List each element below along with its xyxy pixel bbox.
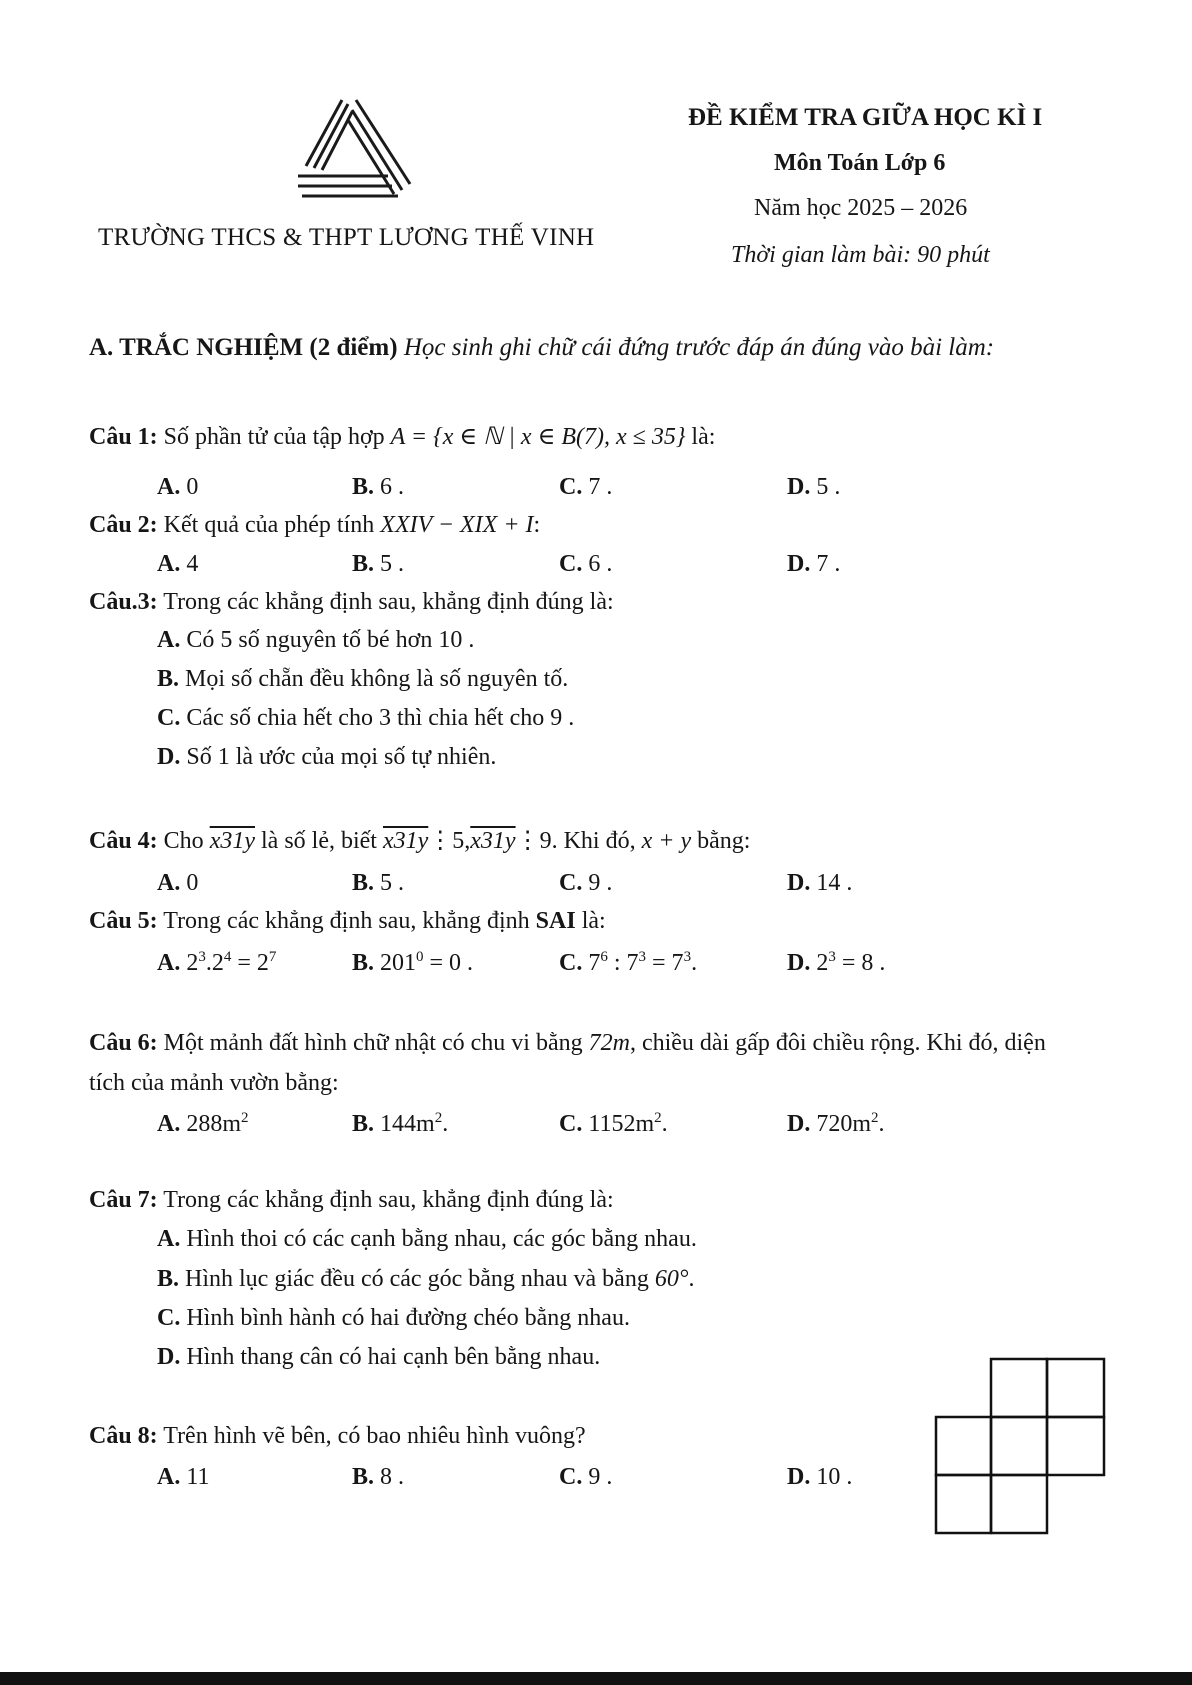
q4-option-a: A. 0: [157, 870, 199, 896]
question-2-text-end: :: [533, 512, 541, 538]
question-6: Câu 6: Một mảnh đất hình chữ nhật có chu vi bằng 72m, chiều dài gấp đôi chiều rộng. Khi đó, diện: [89, 1030, 1046, 1056]
exam-duration: Thời gian làm bài: 90 phút: [731, 242, 990, 268]
question-7-label: Câu 7:: [89, 1187, 158, 1213]
question-2-math: XXIV − XIX + I: [380, 512, 534, 538]
question-8: Câu 8: Trên hình vẽ bên, có bao nhiêu hình vuông?: [89, 1423, 586, 1449]
square-grid-figure: [934, 1357, 1106, 1535]
q6-option-a: A. $288m^2$: [157, 1110, 249, 1137]
school-year: Năm học 2025 – 2026: [754, 195, 968, 221]
question-1-label: Câu 1:: [89, 424, 158, 450]
question-4-label: Câu 4:: [89, 828, 158, 854]
section-a-instruction: Học sinh ghi chữ cái đứng trước đáp án đúng vào bài làm:: [403, 334, 995, 361]
q2-option-c: C. 6 .: [559, 551, 613, 577]
q2-option-d: D. 7 .: [787, 551, 841, 577]
exam-title: ĐỀ KIỂM TRA GIỮA HỌC KÌ I: [688, 104, 1043, 131]
question-3: [89, 589, 614, 616]
q7-statement-b: B. Hình lục giác đều có các góc bằng nhau và bằng 60°.: [157, 1266, 695, 1292]
q2-option-b: B. 5 .: [352, 551, 405, 577]
q8-option-b: B. 8 .: [352, 1464, 405, 1490]
q3-statement-c: C. Các số chia hết cho 3 thì chia hết cho 9 .: [157, 705, 575, 731]
q5-option-d: D. $2^3 = 8$ .: [787, 949, 886, 976]
question-5: Câu 5: Trong các khẳng định sau, khẳng định SAI là:: [89, 908, 606, 934]
q3-statement-d: D. Số 1 là ước của mọi số tự nhiên.: [157, 744, 497, 770]
question-2-text: Kết quả của phép tính: [163, 512, 375, 538]
q5-option-a: A. $2^3.2^4 = 2^7$: [157, 949, 277, 976]
question-6-line-2: tích của mảnh vườn bằng:: [89, 1070, 339, 1096]
section-a-label: A. TRẮC NGHIỆM (2 điểm): [89, 334, 398, 361]
q5-option-b: B. $201^0 = 0$ .: [352, 949, 474, 976]
q8-option-d: D. 10 .: [787, 1464, 853, 1490]
q3-statement-b: B. Mọi số chẵn đều không là số nguyên tố.: [157, 666, 569, 692]
question-1-text: Số phần tử của tập hợp: [163, 424, 385, 450]
q8-option-a: A. 11: [157, 1464, 210, 1490]
question-4: Câu 4: Cho x31y là số lẻ, biết x31y⋮5,x31y⋮9. Khi đó, x + y bằng:: [89, 828, 751, 854]
bottom-scan-border: [0, 1672, 1192, 1685]
q4-option-b: B. 5 .: [352, 870, 405, 896]
question-6-label: Câu 6:: [89, 1030, 158, 1056]
overline-number: x31y: [209, 828, 255, 854]
q6-option-c: C. $1152m^2$.: [559, 1110, 668, 1137]
question-3-text: Trong các khẳng định sau, khẳng định đúng là:: [163, 589, 614, 615]
q1-option-b: B. 6 .: [352, 474, 405, 500]
q1-option-d: D. 5 .: [787, 474, 841, 500]
q7-statement-a: A. Hình thoi có các cạnh bằng nhau, các góc bằng nhau.: [157, 1226, 697, 1252]
q1-option-a: A. 0: [157, 474, 199, 500]
question-2-label: Câu 2:: [89, 512, 158, 538]
q3-statement-a: A. Có 5 số nguyên tố bé hơn 10 .: [157, 627, 475, 653]
q1-option-c: C. 7 .: [559, 474, 613, 500]
question-1-text-end: là:: [691, 424, 716, 450]
q6-option-d: D. $720m^2$.: [787, 1110, 885, 1137]
q6-option-b: B. $144m^2$.: [352, 1110, 449, 1137]
section-a-heading: [89, 334, 994, 362]
q7-statement-c: C. Hình bình hành có hai đường chéo bằng nhau.: [157, 1305, 630, 1331]
question-7: Câu 7: Trong các khẳng định sau, khẳng định đúng là:: [89, 1187, 614, 1213]
school-name: TRƯỜNG THCS & THPT LƯƠNG THẾ VINH: [98, 224, 595, 251]
q4-option-d: D. 14 .: [787, 870, 853, 896]
question-3-label: Câu.3:: [89, 589, 158, 615]
question-5-label: Câu 5:: [89, 908, 158, 934]
question-1-math: A = {x ∈ ℕ | x ∈ B(7), x ≤ 35}: [390, 424, 686, 450]
triangle-stripes-logo-icon: [298, 96, 418, 206]
q4-option-c: C. 9 .: [559, 870, 613, 896]
q5-option-c: C. $7^6$ : $7^3 = 7^3$.: [559, 949, 698, 976]
q7-statement-d: D. Hình thang cân có hai cạnh bên bằng nhau.: [157, 1344, 601, 1370]
q2-option-a: A. 4: [157, 551, 199, 577]
question-1: [89, 422, 715, 451]
exam-subject: Môn Toán Lớp 6: [774, 150, 946, 176]
question-8-label: Câu 8:: [89, 1423, 158, 1449]
question-2: [89, 512, 540, 539]
q8-option-c: C. 9 .: [559, 1464, 613, 1490]
